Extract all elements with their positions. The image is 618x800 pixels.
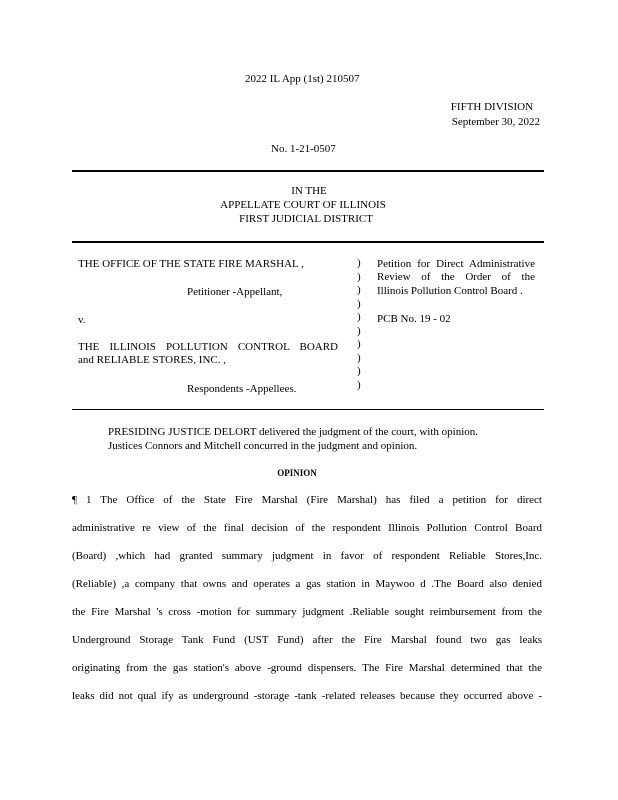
body-line: leaks did not qual ify as underground -storage -tank -related releases because they occurred above - bbox=[72, 690, 542, 702]
paren: ) bbox=[357, 324, 361, 337]
caption-divider bbox=[357, 257, 361, 392]
respondent-line-1: THE ILLINOIS POLLUTION CONTROL BOARD bbox=[78, 341, 338, 353]
body-line: the Fire Marshal 's cross -motion for summary judgment .Reliable sought reimbursement from the bbox=[72, 606, 542, 618]
opinion-heading: OPINION bbox=[277, 468, 317, 478]
body-line: ¶ 1 The Office of the State Fire Marshal (Fire Marshal) has filed a petition for direct bbox=[72, 494, 542, 506]
pcb-number: PCB No. 19 - 02 bbox=[377, 313, 451, 325]
petitioner-name: THE OFFICE OF THE STATE FIRE MARSHAL , bbox=[78, 258, 304, 270]
versus: v. bbox=[78, 314, 86, 326]
court-line-3: FIRST JUDICIAL DISTRICT bbox=[239, 213, 373, 225]
body-line: (Reliable) ,a company that owns and operates a gas station in Maywoo d .The Board also denied bbox=[72, 578, 542, 590]
concurring-justices-line: Justices Connors and Mitchell concurred in the judgment and opinion. bbox=[108, 440, 418, 452]
petitioner-role: Petitioner -Appellant, bbox=[187, 286, 283, 298]
paren: ) bbox=[357, 311, 361, 323]
petition-line-2: Review of the Order of the bbox=[377, 271, 535, 283]
decision-date: September 30, 2022 bbox=[451, 116, 540, 128]
paren: ) bbox=[357, 297, 361, 310]
caption-top-rule bbox=[72, 241, 544, 243]
presiding-justice-line: PRESIDING JUSTICE DELORT delivered the judgment of the court, with opinion. bbox=[108, 426, 479, 438]
petition-line-1: Petition for Direct Administrative bbox=[377, 258, 535, 270]
body-line: administrative re view of the final decision of the respondent Illinois Pollution Control Board bbox=[72, 522, 542, 534]
caption-bottom-rule bbox=[72, 409, 544, 410]
division: FIFTH DIVISION bbox=[450, 101, 533, 113]
top-rule bbox=[72, 170, 544, 172]
paren: ) bbox=[357, 257, 361, 269]
court-line-1: IN THE bbox=[291, 185, 327, 197]
respondent-role: Respondents -Appellees. bbox=[187, 383, 297, 395]
paren: ) bbox=[357, 284, 361, 296]
court-line-2: APPELLATE COURT OF ILLINOIS bbox=[220, 199, 386, 211]
paren: ) bbox=[357, 338, 361, 350]
paren: ) bbox=[357, 365, 361, 377]
paren: ) bbox=[357, 270, 361, 283]
citation: 2022 IL App (1st) 210507 bbox=[245, 73, 360, 85]
body-line: Underground Storage Tank Fund (UST Fund) after the Fire Marshal found two gas leaks bbox=[72, 634, 542, 646]
respondent-line-2: and RELIABLE STORES, INC. , bbox=[78, 354, 226, 366]
body-line: (Board) ,which had granted summary judgment in favor of respondent Reliable Stores,Inc. bbox=[72, 550, 542, 562]
paren: ) bbox=[357, 378, 361, 391]
case-number: No. 1-21-0507 bbox=[271, 143, 336, 155]
paren: ) bbox=[357, 351, 361, 364]
body-line: originating from the gas station's above -ground dispensers. The Fire Marshal determined that the bbox=[72, 662, 542, 674]
petition-line-3: Illinois Pollution Control Board . bbox=[377, 285, 523, 297]
